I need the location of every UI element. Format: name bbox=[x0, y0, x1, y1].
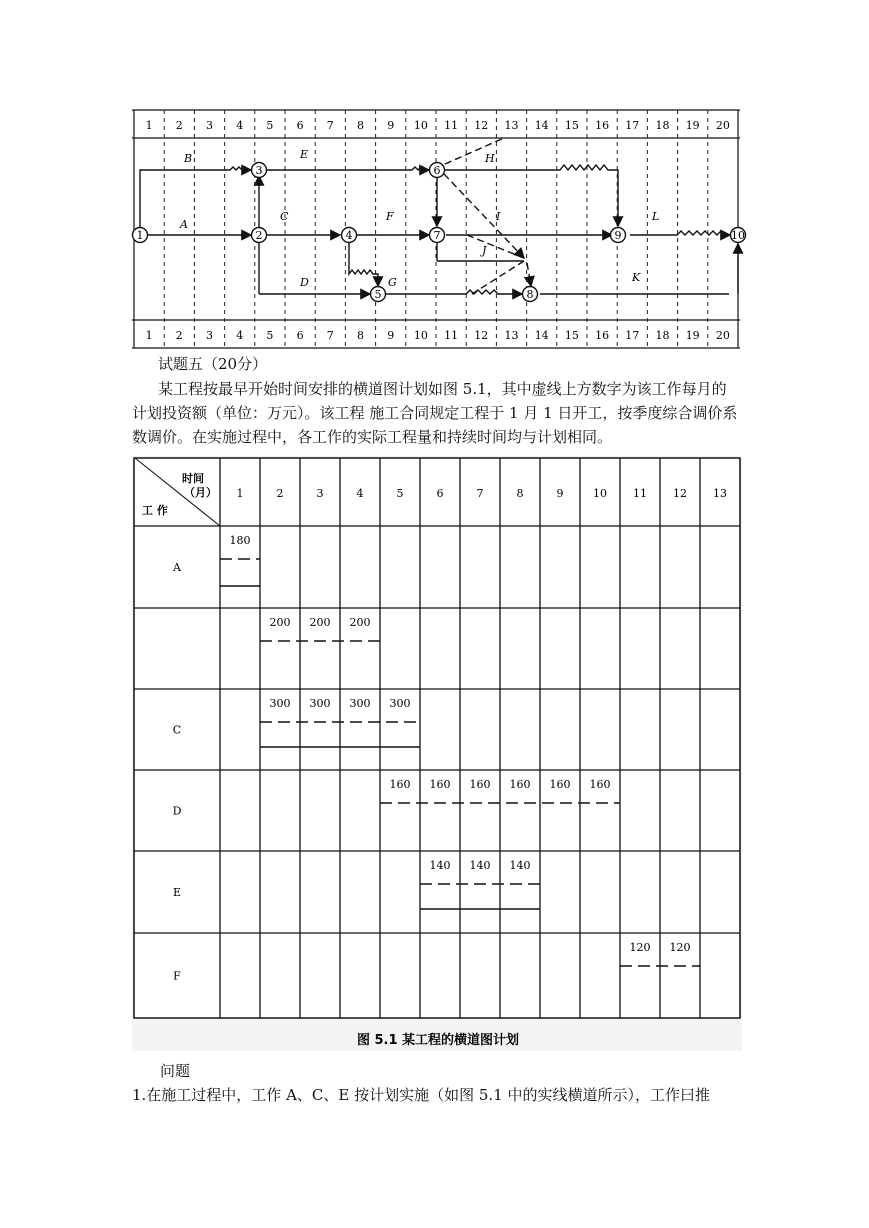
activity-label: K bbox=[632, 271, 641, 284]
net-bottom-number: 11 bbox=[444, 329, 459, 342]
month-header: 3 bbox=[316, 487, 324, 500]
activity-label: L bbox=[652, 210, 660, 223]
activity-label: C bbox=[280, 210, 289, 223]
net-top-number: 3 bbox=[206, 119, 213, 132]
net-top-number: 20 bbox=[715, 119, 730, 132]
month-header: 8 bbox=[516, 487, 524, 500]
net-top-number: 8 bbox=[357, 119, 364, 132]
month-header: 9 bbox=[556, 487, 564, 500]
activity-label: D bbox=[300, 276, 309, 289]
activity-label: E bbox=[300, 148, 309, 161]
gantt-value: 300 bbox=[269, 697, 291, 710]
gantt-value: 140 bbox=[469, 859, 491, 872]
gantt-caption: 图 5.1 某工程的横道图计划 bbox=[356, 1033, 520, 1048]
question-title: 试题五（20分） bbox=[158, 355, 268, 373]
net-bottom-number: 10 bbox=[413, 329, 428, 342]
problem-line1: 1.在施工过程中，工作 A、C、E 按计划实施（如图 5.1 中的实线横道所示），工作曰推 bbox=[132, 1086, 711, 1104]
header-unit: （月） bbox=[184, 486, 217, 499]
gantt-row-label: E bbox=[172, 886, 182, 899]
net-top-number: 7 bbox=[326, 119, 334, 132]
net-bottom-number: 16 bbox=[595, 329, 610, 342]
activity-label: I bbox=[496, 210, 501, 223]
month-header: 5 bbox=[396, 487, 404, 500]
net-bottom-number: 5 bbox=[266, 329, 274, 342]
network-node-label: 10 bbox=[731, 229, 745, 242]
month-header: 11 bbox=[633, 487, 647, 500]
gantt-value: 300 bbox=[309, 697, 331, 710]
gantt-row-label: F bbox=[173, 969, 181, 983]
network-node-label: 1 bbox=[136, 229, 144, 242]
net-top-number: 16 bbox=[595, 119, 610, 132]
net-top-number: 10 bbox=[413, 119, 428, 132]
network-node-label: 5 bbox=[374, 288, 382, 301]
activity-label: B bbox=[184, 152, 193, 165]
net-top-number: 2 bbox=[175, 119, 183, 132]
net-top-number: 17 bbox=[625, 119, 640, 132]
network-diagram bbox=[132, 108, 745, 352]
gantt-value: 160 bbox=[389, 778, 411, 791]
gantt-value: 160 bbox=[469, 778, 491, 791]
month-header: 10 bbox=[593, 487, 607, 500]
gantt-value: 180 bbox=[229, 534, 251, 547]
month-header: 6 bbox=[436, 487, 444, 500]
gantt-value: 120 bbox=[629, 941, 651, 954]
gantt-value: 160 bbox=[429, 778, 451, 791]
net-bottom-number: 12 bbox=[474, 329, 489, 342]
net-bottom-number: 20 bbox=[715, 329, 730, 342]
month-header: 4 bbox=[356, 487, 364, 500]
gantt-row-label: C bbox=[172, 723, 182, 737]
month-header: 12 bbox=[673, 487, 687, 500]
question-para-line1: 某工程按最早开始时间安排的横道图计划如图 5.1，其中虚线上方数字为该工作每月的 bbox=[158, 380, 727, 398]
gantt-value: 200 bbox=[349, 616, 371, 629]
gantt-value: 140 bbox=[509, 859, 531, 872]
net-top-number: 9 bbox=[387, 119, 395, 132]
activity-label: F bbox=[386, 210, 394, 223]
net-top-number: 1 bbox=[145, 119, 153, 132]
net-bottom-number: 6 bbox=[296, 329, 304, 342]
net-top-number: 11 bbox=[444, 119, 459, 132]
net-bottom-number: 15 bbox=[564, 329, 579, 342]
net-bottom-number: 3 bbox=[206, 329, 213, 342]
net-bottom-number: 4 bbox=[236, 329, 244, 342]
gantt-value: 200 bbox=[269, 616, 291, 629]
gantt-chart bbox=[132, 456, 742, 1051]
question-para-line2: 计划投资额（单位：万元）。该工程 施工合同规定工程于 1 月 1 日开工，按季度综合调价系 bbox=[132, 404, 738, 422]
net-top-number: 19 bbox=[685, 119, 700, 132]
net-bottom-number: 1 bbox=[145, 329, 153, 342]
gantt-row-label: D bbox=[172, 804, 182, 818]
gantt-value: 160 bbox=[589, 778, 611, 791]
net-bottom-number: 14 bbox=[534, 329, 549, 342]
net-bottom-number: 2 bbox=[175, 329, 183, 342]
net-top-number: 5 bbox=[266, 119, 274, 132]
activity-label: J bbox=[482, 244, 487, 257]
gantt-value: 200 bbox=[309, 616, 331, 629]
network-node-label: 4 bbox=[345, 229, 353, 242]
activity-label: H bbox=[485, 152, 495, 165]
net-bottom-number: 7 bbox=[326, 329, 334, 342]
activity-label: A bbox=[180, 218, 188, 231]
month-header: 2 bbox=[276, 487, 284, 500]
gantt-value: 160 bbox=[549, 778, 571, 791]
net-top-number: 12 bbox=[474, 119, 489, 132]
net-top-number: 14 bbox=[534, 119, 549, 132]
gantt-value: 160 bbox=[509, 778, 531, 791]
gantt-value: 120 bbox=[669, 941, 691, 954]
net-bottom-number: 18 bbox=[655, 329, 670, 342]
net-top-number: 13 bbox=[504, 119, 519, 132]
net-bottom-number: 17 bbox=[625, 329, 640, 342]
month-header: 7 bbox=[476, 487, 484, 500]
header-time: 时间 bbox=[182, 472, 204, 485]
network-node-label: 9 bbox=[614, 229, 622, 242]
net-bottom-number: 9 bbox=[387, 329, 395, 342]
net-bottom-number: 19 bbox=[685, 329, 700, 342]
net-bottom-number: 13 bbox=[504, 329, 519, 342]
network-node-label: 7 bbox=[433, 229, 441, 242]
net-top-number: 4 bbox=[236, 119, 244, 132]
month-header: 13 bbox=[713, 487, 727, 500]
month-header: 1 bbox=[236, 487, 244, 500]
network-node-label: 2 bbox=[255, 229, 263, 242]
network-node-label: 6 bbox=[433, 164, 441, 177]
network-node-label: 3 bbox=[255, 164, 263, 177]
activity-label: G bbox=[388, 276, 397, 289]
net-top-number: 15 bbox=[564, 119, 579, 132]
problem-heading: 问题 bbox=[160, 1062, 191, 1080]
gantt-value: 300 bbox=[389, 697, 411, 710]
network-node-label: 8 bbox=[526, 288, 534, 301]
gantt-value: 300 bbox=[349, 697, 371, 710]
header-work: 工 作 bbox=[142, 504, 168, 517]
gantt-row-label: A bbox=[173, 561, 181, 574]
gantt-value: 140 bbox=[429, 859, 451, 872]
net-top-number: 18 bbox=[655, 119, 670, 132]
net-bottom-number: 8 bbox=[357, 329, 364, 342]
question-para-line3: 数调价。在实施过程中，各工作的实际工程量和持续时间均与计划相同。 bbox=[132, 428, 613, 446]
net-top-number: 6 bbox=[296, 119, 304, 132]
